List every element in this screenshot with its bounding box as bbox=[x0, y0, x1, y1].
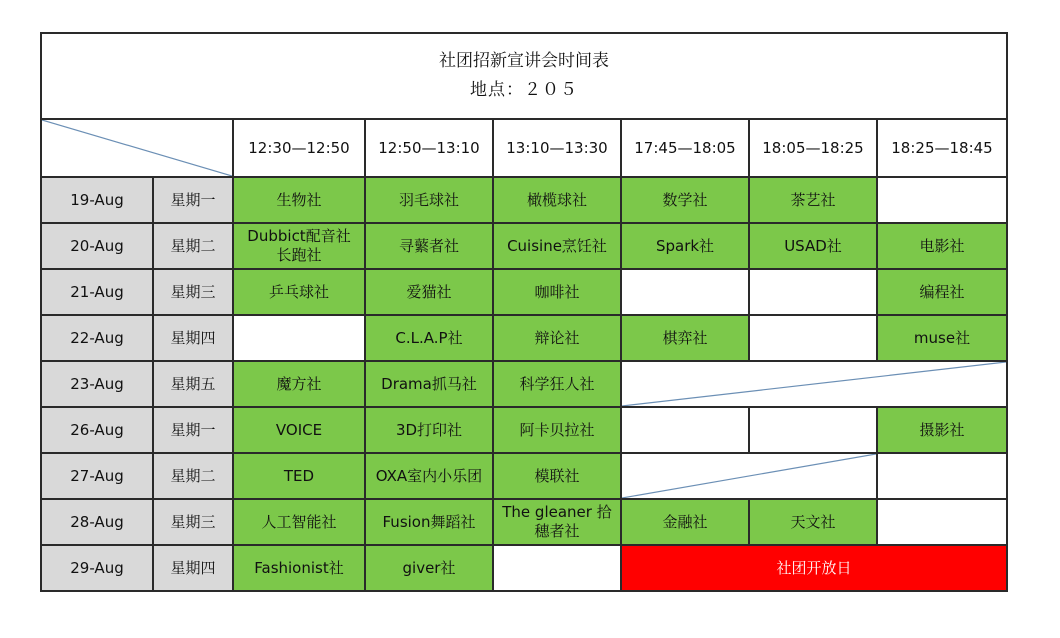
club-cell: 乒乓球社 bbox=[233, 269, 365, 315]
club-cell: giver社 bbox=[365, 545, 493, 591]
club-name-line: The gleaner 拾 bbox=[502, 503, 612, 521]
diagonal-line bbox=[622, 454, 876, 498]
location-label: 地点：２０５ bbox=[470, 80, 578, 100]
date-cell: 19-Aug bbox=[41, 177, 153, 223]
club-cell: 人工智能社 bbox=[233, 499, 365, 545]
club-cell: VOICE bbox=[233, 407, 365, 453]
table-row bbox=[41, 499, 1007, 545]
date-cell: 27-Aug bbox=[41, 453, 153, 499]
club-cell: 生物社 bbox=[233, 177, 365, 223]
club-cell: Cuisine烹饪社 bbox=[493, 223, 621, 269]
weekday-cell: 星期四 bbox=[153, 315, 233, 361]
club-cell: Drama抓马社 bbox=[365, 361, 493, 407]
club-cell: C.L.A.P社 bbox=[365, 315, 493, 361]
empty-cell bbox=[233, 315, 365, 361]
club-cell: Fashionist社 bbox=[233, 545, 365, 591]
club-cell: USAD社 bbox=[749, 223, 877, 269]
weekday-cell: 星期三 bbox=[153, 269, 233, 315]
empty-cell bbox=[749, 269, 877, 315]
club-name-line: 长跑社 bbox=[276, 246, 322, 264]
weekday-cell: 星期一 bbox=[153, 407, 233, 453]
weekday-cell: 星期一 bbox=[153, 177, 233, 223]
club-cell: 魔方社 bbox=[233, 361, 365, 407]
club-cell: 金融社 bbox=[621, 499, 749, 545]
club-cell bbox=[493, 499, 621, 545]
club-name-line: 穗者社 bbox=[534, 522, 580, 540]
club-cell: 棋弈社 bbox=[621, 315, 749, 361]
table-row bbox=[41, 361, 1007, 407]
club-cell: Spark社 bbox=[621, 223, 749, 269]
time-slot-2: 12:50—13:10 bbox=[365, 119, 493, 177]
club-name-line: Dubbict配音社 bbox=[247, 227, 351, 245]
club-cell: 咖啡社 bbox=[493, 269, 621, 315]
table-row bbox=[41, 407, 1007, 453]
empty-cell bbox=[877, 453, 1007, 499]
diagonal-line bbox=[622, 362, 1006, 406]
weekday-cell: 星期二 bbox=[153, 453, 233, 499]
empty-cell bbox=[621, 269, 749, 315]
date-cell: 22-Aug bbox=[41, 315, 153, 361]
corner-diagonal bbox=[42, 120, 232, 176]
empty-cell bbox=[621, 407, 749, 453]
empty-cell bbox=[877, 177, 1007, 223]
table-row bbox=[41, 315, 1007, 361]
empty-cell bbox=[493, 545, 621, 591]
empty-cell bbox=[749, 315, 877, 361]
schedule-sheet bbox=[40, 32, 1006, 598]
club-cell: 编程社 bbox=[877, 269, 1007, 315]
time-slot-1: 12:30—12:50 bbox=[233, 119, 365, 177]
corner-cell bbox=[41, 119, 233, 177]
club-cell: OXA室内小乐团 bbox=[365, 453, 493, 499]
weekday-cell: 星期三 bbox=[153, 499, 233, 545]
club-cell: 天文社 bbox=[749, 499, 877, 545]
table-row bbox=[41, 269, 1007, 315]
club-cell: 寻蘩者社 bbox=[365, 223, 493, 269]
club-cell: 3D打印社 bbox=[365, 407, 493, 453]
table-row bbox=[41, 453, 1007, 499]
table-title: 社团招新宣讲会时间表 bbox=[439, 51, 609, 71]
club-cell: 羽毛球社 bbox=[365, 177, 493, 223]
time-slot-6: 18:25—18:45 bbox=[877, 119, 1007, 177]
empty-slot-crossed bbox=[621, 361, 1007, 407]
weekday-cell: 星期四 bbox=[153, 545, 233, 591]
schedule-table bbox=[40, 32, 1008, 592]
club-cell: TED bbox=[233, 453, 365, 499]
club-cell: 茶艺社 bbox=[749, 177, 877, 223]
club-cell: 科学狂人社 bbox=[493, 361, 621, 407]
club-cell: 橄榄球社 bbox=[493, 177, 621, 223]
date-cell: 26-Aug bbox=[41, 407, 153, 453]
club-cell: muse社 bbox=[877, 315, 1007, 361]
empty-cell bbox=[749, 407, 877, 453]
club-cell: Fusion舞蹈社 bbox=[365, 499, 493, 545]
time-slot-3: 13:10—13:30 bbox=[493, 119, 621, 177]
table-row bbox=[41, 223, 1007, 269]
date-cell: 28-Aug bbox=[41, 499, 153, 545]
club-cell: 爱猫社 bbox=[365, 269, 493, 315]
club-cell: 辩论社 bbox=[493, 315, 621, 361]
club-cell: 模联社 bbox=[493, 453, 621, 499]
empty-slot-crossed bbox=[621, 453, 877, 499]
weekday-cell: 星期五 bbox=[153, 361, 233, 407]
title-cell bbox=[41, 33, 1007, 119]
date-cell: 23-Aug bbox=[41, 361, 153, 407]
club-cell: 摄影社 bbox=[877, 407, 1007, 453]
table-row bbox=[41, 545, 1007, 591]
club-cell: 数学社 bbox=[621, 177, 749, 223]
weekday-cell: 星期二 bbox=[153, 223, 233, 269]
open-day-cell: 社团开放日 bbox=[621, 545, 1007, 591]
date-cell: 20-Aug bbox=[41, 223, 153, 269]
club-cell: 电影社 bbox=[877, 223, 1007, 269]
date-cell: 29-Aug bbox=[41, 545, 153, 591]
empty-cell bbox=[877, 499, 1007, 545]
table-row bbox=[41, 177, 1007, 223]
time-slot-4: 17:45—18:05 bbox=[621, 119, 749, 177]
club-cell bbox=[233, 223, 365, 269]
date-cell: 21-Aug bbox=[41, 269, 153, 315]
time-slot-5: 18:05—18:25 bbox=[749, 119, 877, 177]
club-cell: 阿卡贝拉社 bbox=[493, 407, 621, 453]
